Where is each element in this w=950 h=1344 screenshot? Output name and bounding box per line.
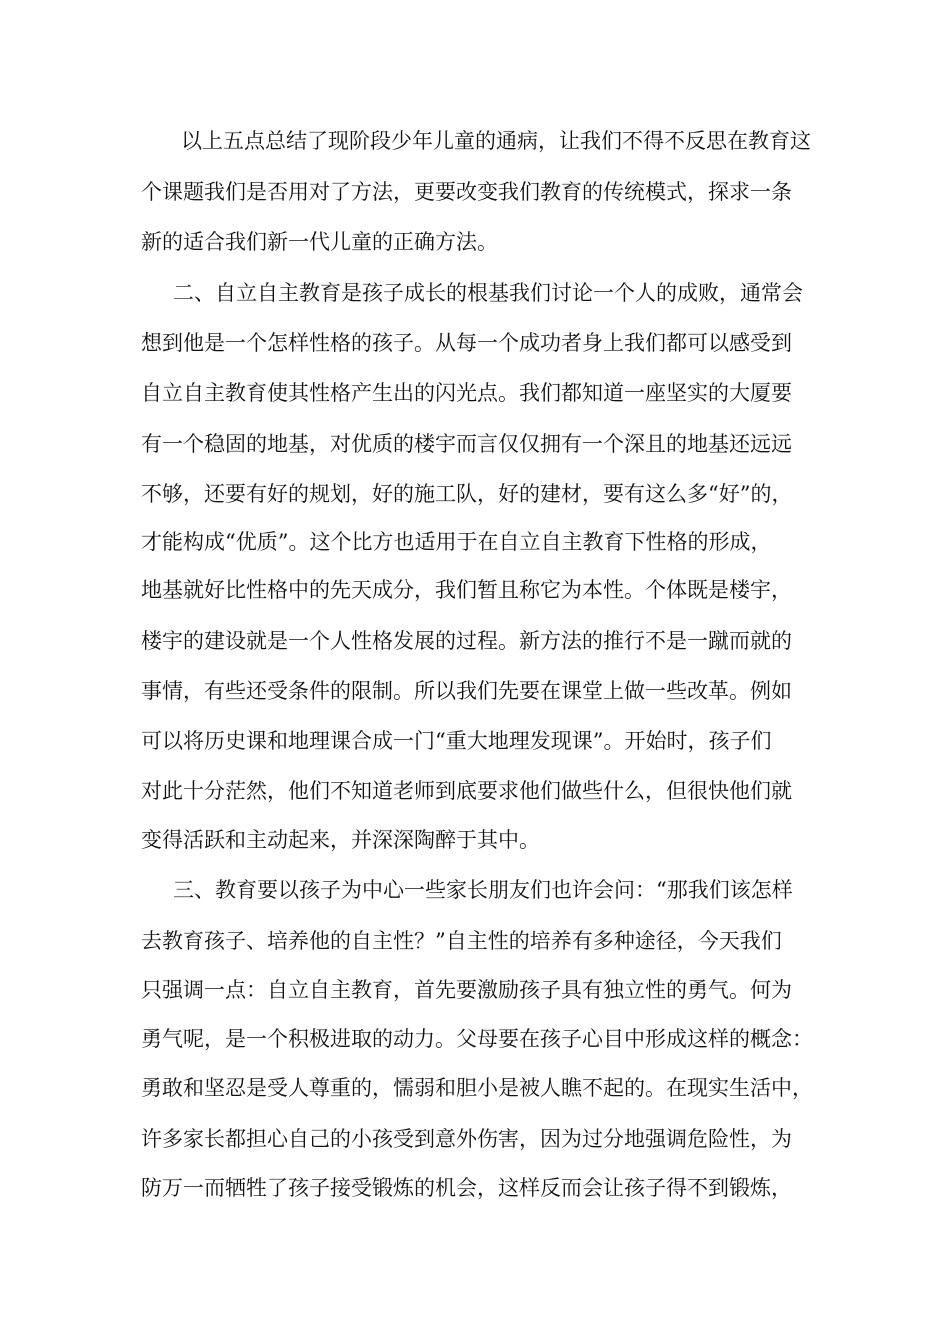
- text-line: 不够，还要有好的规划，好的施工队，好的建材，要有这么多“好”的，: [141, 482, 793, 506]
- text-line: 想到他是一个怎样性格的孩子。从每一个成功者身上我们都可以感受到: [141, 331, 792, 355]
- text-line: 二、自立自主教育是孩子成长的根基我们讨论一个人的成败，通常会: [173, 281, 803, 305]
- text-line: 个课题我们是否用对了方法，更要改变我们教育的传统模式，探求一条: [141, 180, 792, 204]
- text-line: 防万一而牺牲了孩子接受锻炼的机会，这样反而会让孩子得不到锻炼，: [141, 1176, 792, 1200]
- text-line: 楼宇的建设就是一个人性格发展的过程。新方法的推行不是一蹴而就的: [141, 629, 792, 653]
- text-line: 可以将历史课和地理课合成一门“重大地理发现课”。开始时，孩子们: [141, 729, 772, 753]
- text-line: 勇气呢，是一个积极进取的动力。父母要在孩子心目中形成这样的概念：: [141, 1027, 813, 1051]
- text-line: 许多家长都担心自己的小孩受到意外伤害，因为过分地强调危险性，为: [141, 1127, 792, 1151]
- text-line: 以上五点总结了现阶段少年儿童的通病，让我们不得不反思在教育这: [181, 129, 811, 153]
- text-line: 地基就好比性格中的先天成分，我们暂且称它为本性。个体既是楼宇，: [141, 578, 792, 602]
- text-line: 有一个稳固的地基，对优质的楼宇而言仅仅拥有一个深且的地基还远远: [141, 432, 792, 456]
- text-line: 新的适合我们新一代儿童的正确方法。: [141, 230, 498, 254]
- text-line: 才能构成“优质”。这个比方也适用于在自立自主教育下性格的形成，: [141, 530, 772, 554]
- text-line: 变得活跃和主动起来，并深深陶醉于其中。: [141, 828, 540, 852]
- text-line: 自立自主教育使其性格产生出的闪光点。我们都知道一座坚实的大厦要: [141, 381, 792, 405]
- text-line: 事情，有些还受条件的限制。所以我们先要在课堂上做一些改革。例如: [141, 679, 792, 703]
- text-line: 勇敢和坚忍是受人尊重的，懦弱和胆小是被人瞧不起的。在现实生活中，: [141, 1076, 813, 1100]
- text-line: 只强调一点：自立自主教育，首先要激励孩子具有独立性的勇气。何为: [141, 978, 792, 1002]
- text-line: 对此十分茫然，他们不知道老师到底要求他们做些什么，但很快他们就: [141, 779, 792, 803]
- text-line: 去教育孩子、培养他的自主性？”自主性的培养有多种途径，今天我们: [141, 929, 782, 953]
- text-line: 三、教育要以孩子为中心一些家长朋友们也许会问：“那我们该怎样: [173, 878, 793, 902]
